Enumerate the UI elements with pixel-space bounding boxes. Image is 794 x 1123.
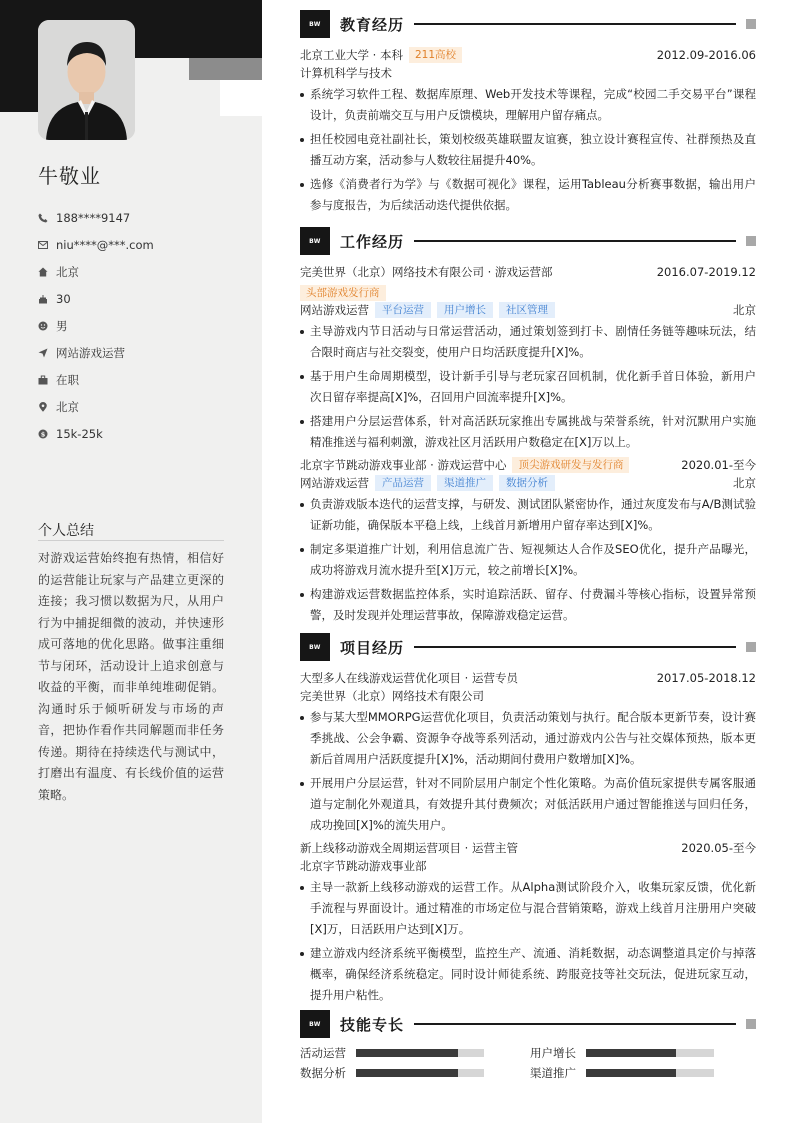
project-date: 2017.05-2018.12 xyxy=(656,671,756,685)
skill-tag: 平台运营 xyxy=(375,302,431,318)
list-item: 参与某大型MMORPG运营优化项目，负责活动策划与执行。配合版本更新节奏，设计赛季挑战、公会争霸、资源争夺战等系列活动，通过游戏内公告与社交媒体预热，版本更新后首周用户活跃度提升[X]%，活动期间付费用户数增加[X]%。 xyxy=(300,707,756,770)
work-entry-1 xyxy=(300,263,756,453)
education-header xyxy=(300,10,756,38)
education-school: 北京工业大学 · 本科 xyxy=(300,48,403,62)
section-square xyxy=(746,1019,756,1029)
project-org: 北京字节跳动游戏事业部 xyxy=(300,859,427,873)
info-location-text: 北京 xyxy=(56,399,79,414)
info-row-status xyxy=(38,366,238,393)
info-row-phone xyxy=(38,204,238,231)
section-badge: BW xyxy=(300,1010,330,1038)
info-row-position xyxy=(38,339,238,366)
skill-bar-fill xyxy=(586,1049,676,1057)
section-square xyxy=(746,19,756,29)
list-item: 负责游戏版本迭代的运营支撑，与研发、测试团队紧密协作，通过灰度发布与A/B测试验证新功能，确保版本平稳上线，上线首月新增用户留存率达到[X]%。 xyxy=(300,494,756,536)
list-item: 选修《消费者行为学》与《数据可视化》课程，运用Tableau分析赛事数据，输出用户参与度报告，为后续活动迭代提供依据。 xyxy=(300,174,756,216)
skill-tag: 社区管理 xyxy=(499,302,555,318)
send-icon xyxy=(38,348,56,358)
education-title: 教育经历 xyxy=(340,15,405,34)
list-item: 搭建用户分层运营体系，针对高活跃玩家推出专属挑战与荣誉系统，针对沉默用户实施精准推送与福利刺激，游戏社区月活跃用户数稳定在[X]万以上。 xyxy=(300,411,756,453)
skills-title: 技能专长 xyxy=(340,1015,405,1034)
info-position-text: 网站游戏运营 xyxy=(56,345,125,360)
work-section xyxy=(300,227,756,629)
skill-item xyxy=(530,1044,756,1062)
info-row-email xyxy=(38,231,238,258)
info-email-text: niu****@***.com xyxy=(56,237,154,252)
work-header xyxy=(300,227,756,255)
skill-tag: 渠道推广 xyxy=(437,475,493,491)
skill-label: 活动运营 xyxy=(300,1046,346,1060)
section-badge: BW xyxy=(300,10,330,38)
list-item: 担任校园电竞社副社长，策划校级英雄联盟友谊赛，独立设计赛程宣传、社群预热及直播互动方案，活动参与人数较往届提升40%。 xyxy=(300,129,756,171)
section-rule xyxy=(414,240,736,242)
info-hometown-text: 北京 xyxy=(56,264,79,279)
svg-text:$: $ xyxy=(40,429,46,438)
info-gender-text: 男 xyxy=(56,318,68,333)
work-bullets xyxy=(300,494,756,626)
project-name: 大型多人在线游戏运营优化项目 · 运营专员 xyxy=(300,671,518,685)
work-entry-2 xyxy=(300,456,756,626)
salary-icon xyxy=(38,429,56,439)
sidebar-decor-white xyxy=(220,80,262,116)
work-company: 北京字节跳动游戏事业部 · 游戏运营中心 xyxy=(300,458,507,472)
education-major: 计算机科学与技术 xyxy=(300,66,392,80)
project-org: 完美世界（北京）网络技术有限公司 xyxy=(300,689,484,703)
work-position-row xyxy=(300,474,756,492)
info-phone-text: 188****9147 xyxy=(56,210,131,225)
summary-title: 个人总结 xyxy=(38,523,94,539)
project-entry-2 xyxy=(300,839,756,1006)
skill-tag: 产品运营 xyxy=(375,475,431,491)
skill-tag: 数据分析 xyxy=(499,475,555,491)
skills-grid xyxy=(300,1044,756,1082)
work-date: 2020.01-至今 xyxy=(681,458,756,472)
project-bullets xyxy=(300,877,756,1006)
education-bullets xyxy=(300,84,756,216)
cake-icon xyxy=(38,294,56,304)
info-row-home xyxy=(38,258,238,285)
list-item: 制定多渠道推广计划，利用信息流广告、短视频达人合作及SEO优化，提升产品曝光，成功将游戏月流水提升至[X]万元，较之前增长[X]%。 xyxy=(300,539,756,581)
phone-icon xyxy=(38,213,56,223)
skill-tag: 用户增长 xyxy=(437,302,493,318)
list-item: 主导一款新上线移动游戏的运营工作。从Alpha测试阶段介入，收集玩家反馈，优化新手流程与界面设计。通过精准的市场定位与混合营销策略，游戏上线首月注册用户突破[X]万，日活跃用户达到[X]万。 xyxy=(300,877,756,940)
list-item: 主导游戏内节日活动与日常运营活动，通过策划签到打卡、剧情任务链等趣味玩法，结合限时商店与社交裂变，使用户日均活跃度提升[X]%。 xyxy=(300,321,756,363)
skill-item xyxy=(300,1044,530,1062)
project-bullets xyxy=(300,707,756,836)
education-date: 2012.09-2016.06 xyxy=(656,48,756,62)
skill-item xyxy=(530,1064,756,1082)
info-status-text: 在职 xyxy=(56,372,79,387)
projects-header xyxy=(300,633,756,661)
work-city: 北京 xyxy=(733,476,756,490)
skill-bar xyxy=(586,1049,714,1057)
project-entry-1 xyxy=(300,669,756,836)
section-rule xyxy=(414,646,736,648)
work-company-tag: 头部游戏发行商 xyxy=(300,285,386,301)
skill-bar xyxy=(356,1069,484,1077)
section-badge: BW xyxy=(300,633,330,661)
list-item: 建立游戏内经济系统平衡模型，监控生产、流通、消耗数据，动态调整道具定价与掉落概率，确保经济系统稳定。同时设计师徒系统、跨服竞技等社交玩法，促进玩家互动，提升用户粘性。 xyxy=(300,943,756,1006)
section-square xyxy=(746,236,756,246)
work-position: 网站游戏运营 xyxy=(300,476,369,490)
info-salary-text: 15k-25k xyxy=(56,426,103,441)
section-square xyxy=(746,642,756,652)
projects-section xyxy=(300,633,756,1009)
skill-bar-fill xyxy=(586,1069,676,1077)
gender-icon xyxy=(38,321,56,331)
skill-bar xyxy=(356,1049,484,1057)
profile-photo xyxy=(38,20,135,140)
work-company: 完美世界（北京）网络技术有限公司 · 游戏运营部 xyxy=(300,265,553,279)
person-photo-icon xyxy=(38,20,135,140)
section-rule xyxy=(414,1023,736,1025)
skill-bar xyxy=(586,1069,714,1077)
education-section xyxy=(300,10,756,219)
skill-label: 渠道推广 xyxy=(530,1066,576,1080)
info-row-gender xyxy=(38,312,238,339)
work-bullets xyxy=(300,321,756,453)
work-company-tag-row xyxy=(300,283,756,301)
project-row xyxy=(300,839,756,857)
info-age-text: 30 xyxy=(56,291,71,306)
info-row-salary xyxy=(38,420,238,447)
list-item: 构建游戏运营数据监控体系，实时追踪活跃、留存、付费漏斗等核心指标，设置异常预警，及时发现并处理运营事故，保障游戏稳定运营。 xyxy=(300,584,756,626)
info-row-location xyxy=(38,393,238,420)
work-title: 工作经历 xyxy=(340,232,405,251)
work-entry-row xyxy=(300,456,756,474)
contact-info-list xyxy=(38,204,238,447)
section-badge: BW xyxy=(300,227,330,255)
work-position-row xyxy=(300,301,756,319)
list-item: 开展用户分层运营，针对不同阶层用户制定个性化策略。为高价值玩家提供专属客服通道与定制化外观道具，有效提升其付费频次；对低活跃用户通过智能推送与回归任务，成功挽回[X]%的流失用户。 xyxy=(300,773,756,836)
sidebar-decor-gray xyxy=(189,58,262,80)
sidebar-decor-black-side xyxy=(0,58,38,112)
skill-bar-fill xyxy=(356,1049,458,1057)
skills-header xyxy=(300,1010,756,1038)
skill-bar-fill xyxy=(356,1069,458,1077)
project-date: 2020.05-至今 xyxy=(681,841,756,855)
work-position: 网站游戏运营 xyxy=(300,303,369,317)
section-rule xyxy=(414,23,736,25)
skills-section xyxy=(300,1010,756,1082)
skill-label: 用户增长 xyxy=(530,1046,576,1060)
work-city: 北京 xyxy=(733,303,756,317)
mail-icon xyxy=(38,240,56,250)
project-name: 新上线移动游戏全周期运营项目 · 运营主管 xyxy=(300,841,518,855)
project-row xyxy=(300,669,756,687)
list-item: 系统学习软件工程、数据库原理、Web开发技术等课程，完成“校园二手交易平台”课程设计，负责前端交互与用户反馈模块，理解用户留存痛点。 xyxy=(300,84,756,126)
work-entry-row xyxy=(300,263,756,281)
work-company-tag: 顶尖游戏研发与发行商 xyxy=(512,457,629,473)
summary-text: 对游戏运营始终抱有热情，相信好的运营能让玩家与产品建立更深的连接；我习惯以数据为尺，从用户行为中捕捉细微的波动，并快速形成可落地的优化思路。做事注重细节与闭环，活动设计上追求创意与收益的平衡，而非单纯堆砌促销。沟通时乐于倾听研发与市场的声音，把协作看作共同解题而非任务传递。期待在持续迭代与测试中，打磨出有温度、有长线价值的运营策略。 xyxy=(38,551,224,802)
projects-title: 项目经历 xyxy=(340,638,405,657)
list-item: 基于用户生命周期模型，设计新手引导与老玩家召回机制，优化新手首日体验，新用户次日留存率提高[X]%，召回用户回流率提升[X]%。 xyxy=(300,366,756,408)
sidebar xyxy=(0,0,262,1123)
education-tag: 211高校 xyxy=(409,47,462,63)
location-pin-icon xyxy=(38,402,56,412)
info-row-age xyxy=(38,285,238,312)
summary-divider xyxy=(38,540,224,541)
briefcase-icon xyxy=(38,375,56,385)
home-icon xyxy=(38,267,56,277)
candidate-name: 牛敬业 xyxy=(38,164,101,188)
skill-item xyxy=(300,1064,530,1082)
education-row xyxy=(300,46,756,64)
work-date: 2016.07-2019.12 xyxy=(656,265,756,279)
skill-label: 数据分析 xyxy=(300,1066,346,1080)
